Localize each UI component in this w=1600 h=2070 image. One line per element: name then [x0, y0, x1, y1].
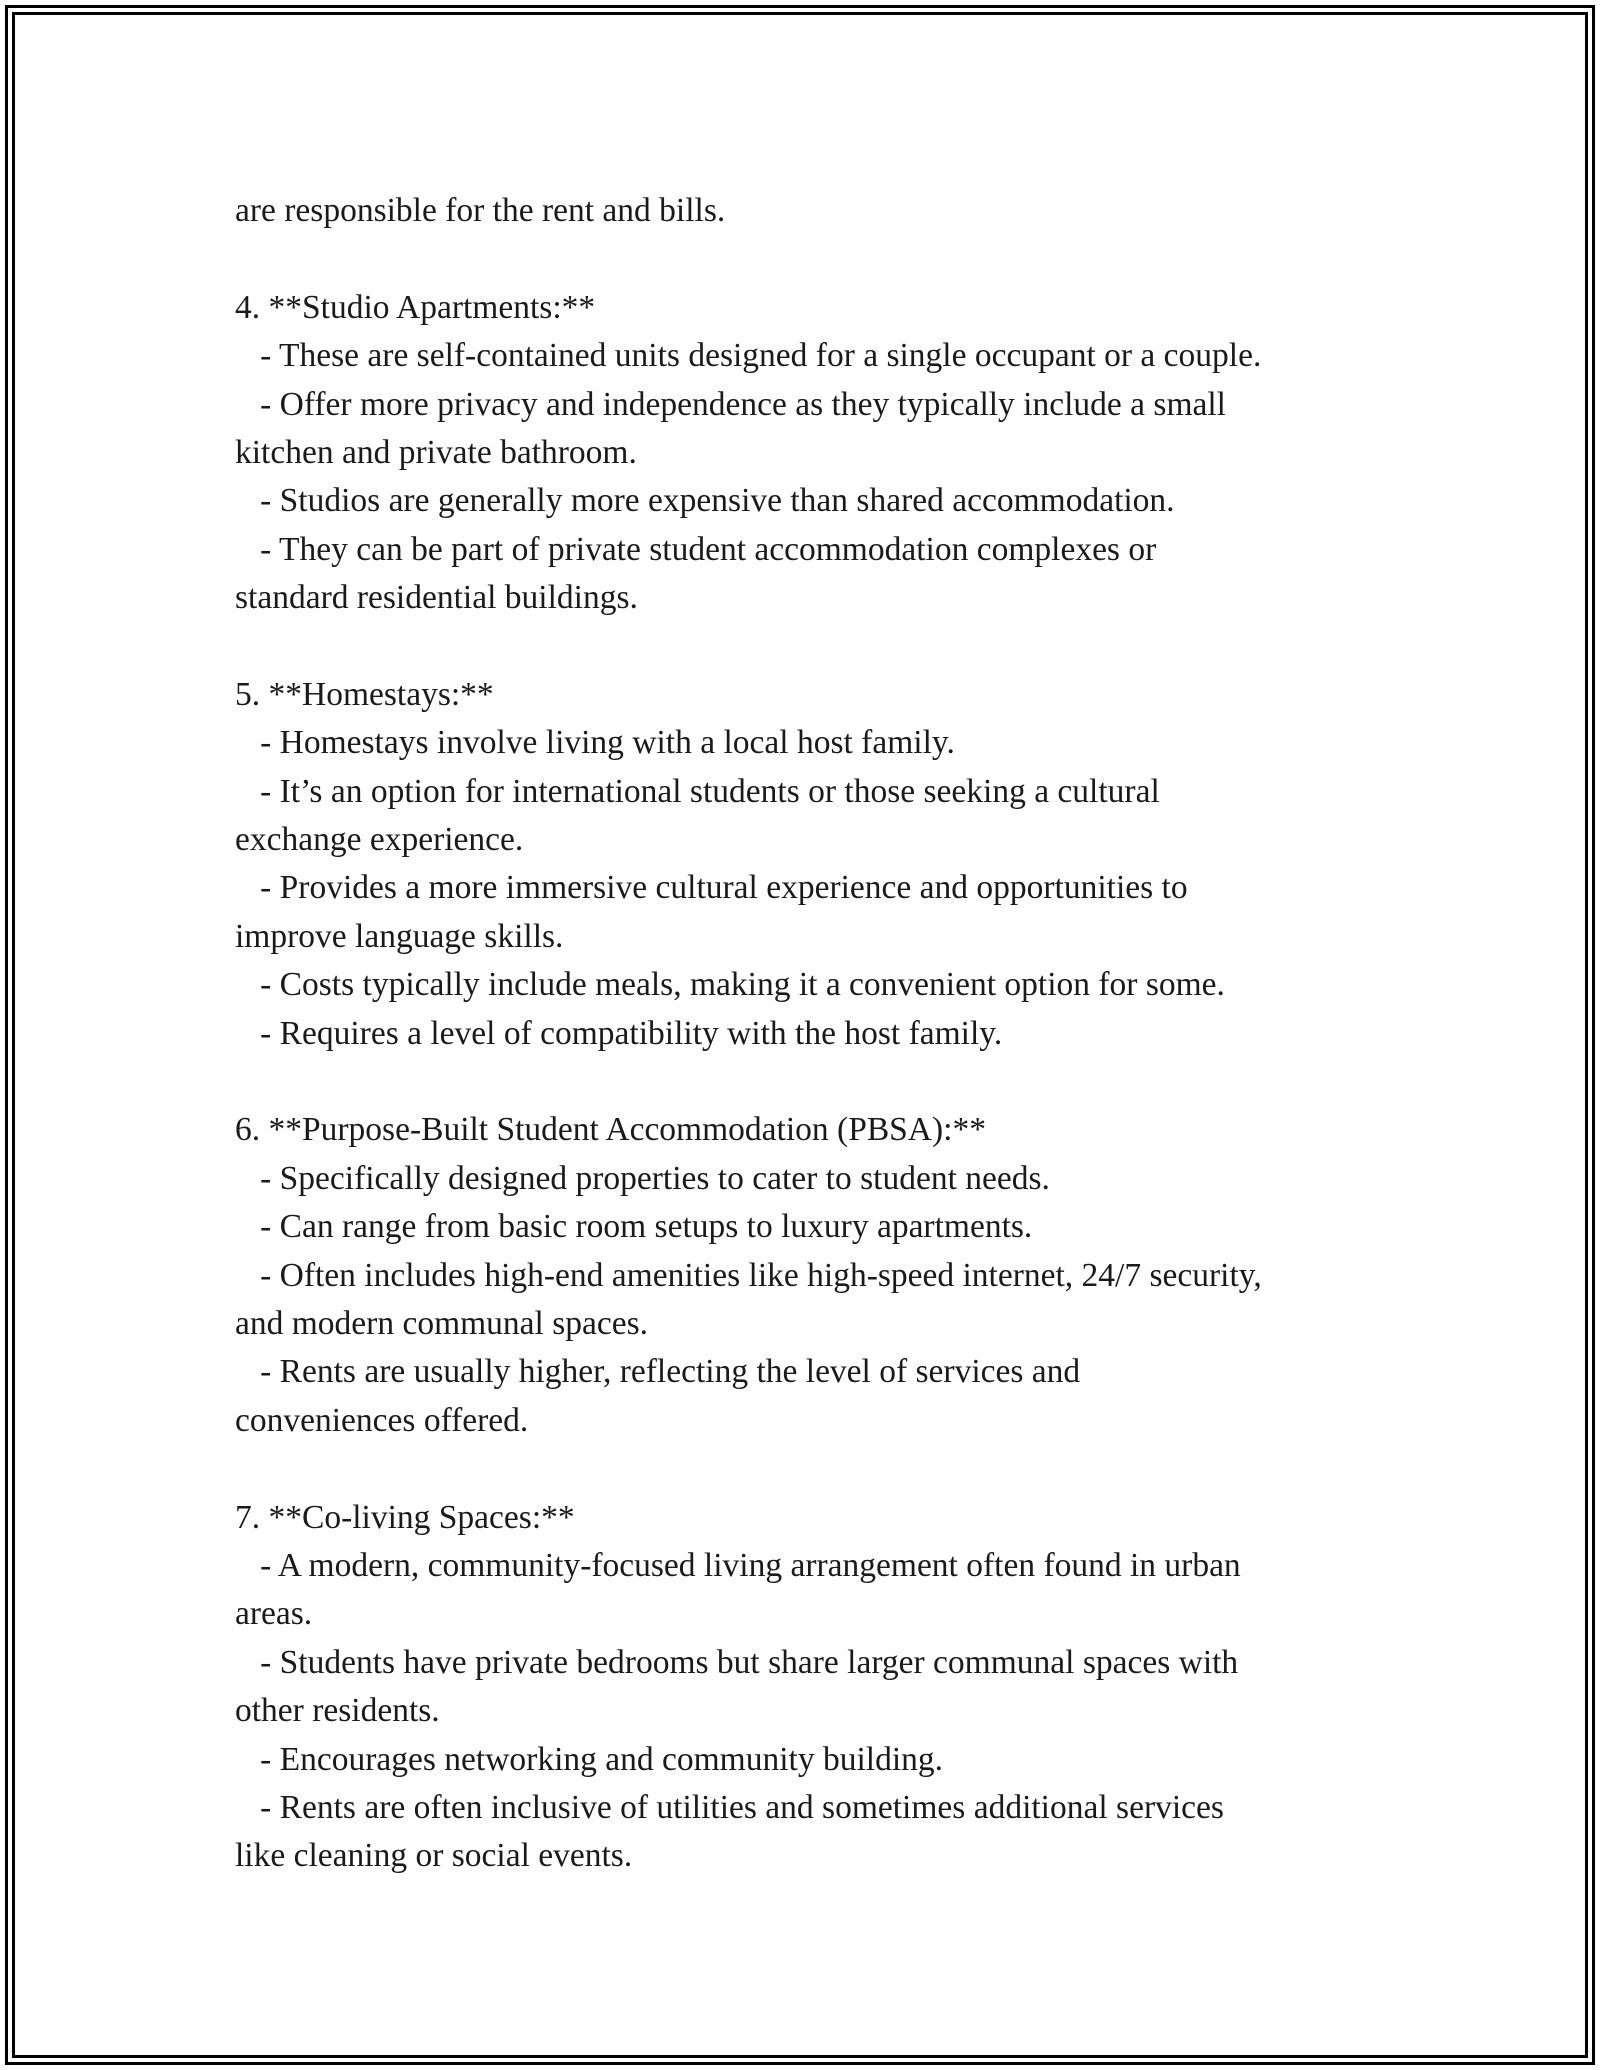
section-heading: 7. **Co-living Spaces:** [235, 1498, 575, 1536]
bullet-line: - Students have private bedrooms but share larger communal spaces with [235, 1643, 1239, 1681]
text-line: like cleaning or social events. [235, 1837, 633, 1875]
text-line: and modern communal spaces. [235, 1304, 649, 1342]
bullet-line: - Rents are usually higher, reflecting the level of services and [235, 1353, 1081, 1391]
section-heading: 4. **Studio Apartments:** [235, 288, 596, 326]
text-line: conveniences offered. [235, 1401, 529, 1439]
bullet-line: - Often includes high-end amenities like high-speed internet, 24/7 security, [235, 1256, 1262, 1294]
blank-line [235, 623, 1395, 671]
document-body [235, 187, 1395, 1881]
bullet-line: - Can range from basic room setups to luxury apartments. [235, 1208, 1033, 1246]
section-heading: 6. **Purpose-Built Student Accommodation (PBSA):** [235, 1111, 986, 1149]
bullet-line: - A modern, community-focused living arrangement often found in urban [235, 1546, 1241, 1584]
bullet-line: - Homestays involve living with a local host family. [235, 724, 955, 762]
text-line: areas. [235, 1595, 313, 1633]
bullet-line: - These are self-contained units designed for a single occupant or a couple. [235, 337, 1262, 375]
blank-line [235, 235, 1395, 283]
text-line: other residents. [235, 1692, 440, 1730]
bullet-line: - They can be part of private student accommodation complexes or [235, 530, 1157, 568]
bullet-line: - Studios are generally more expensive than shared accommodation. [235, 482, 1175, 520]
text-line: standard residential buildings. [235, 579, 638, 617]
bullet-line: - Rents are often inclusive of utilities and sometimes additional services [235, 1788, 1224, 1826]
text-line: are responsible for the rent and bills. [235, 192, 726, 229]
section-heading: 5. **Homestays:** [235, 675, 494, 713]
bullet-line: - Costs typically include meals, making it a convenient option for some. [235, 966, 1225, 1004]
blank-line [235, 1058, 1395, 1106]
text-line: kitchen and private bathroom. [235, 433, 637, 471]
bullet-line: - Provides a more immersive cultural experience and opportunities to [235, 869, 1188, 907]
text-line: exchange experience. [235, 821, 524, 859]
bullet-line: - Specifically designed properties to cater to student needs. [235, 1159, 1050, 1197]
bullet-line: - Encourages networking and community building. [235, 1740, 944, 1778]
bullet-line: - Requires a level of compatibility with the host family. [235, 1014, 1003, 1052]
text-line: improve language skills. [235, 917, 564, 955]
bullet-line: - Offer more privacy and independence as they typically include a small [235, 385, 1226, 423]
blank-line [235, 1445, 1395, 1493]
bullet-line: - It’s an option for international students or those seeking a cultural [235, 772, 1160, 810]
